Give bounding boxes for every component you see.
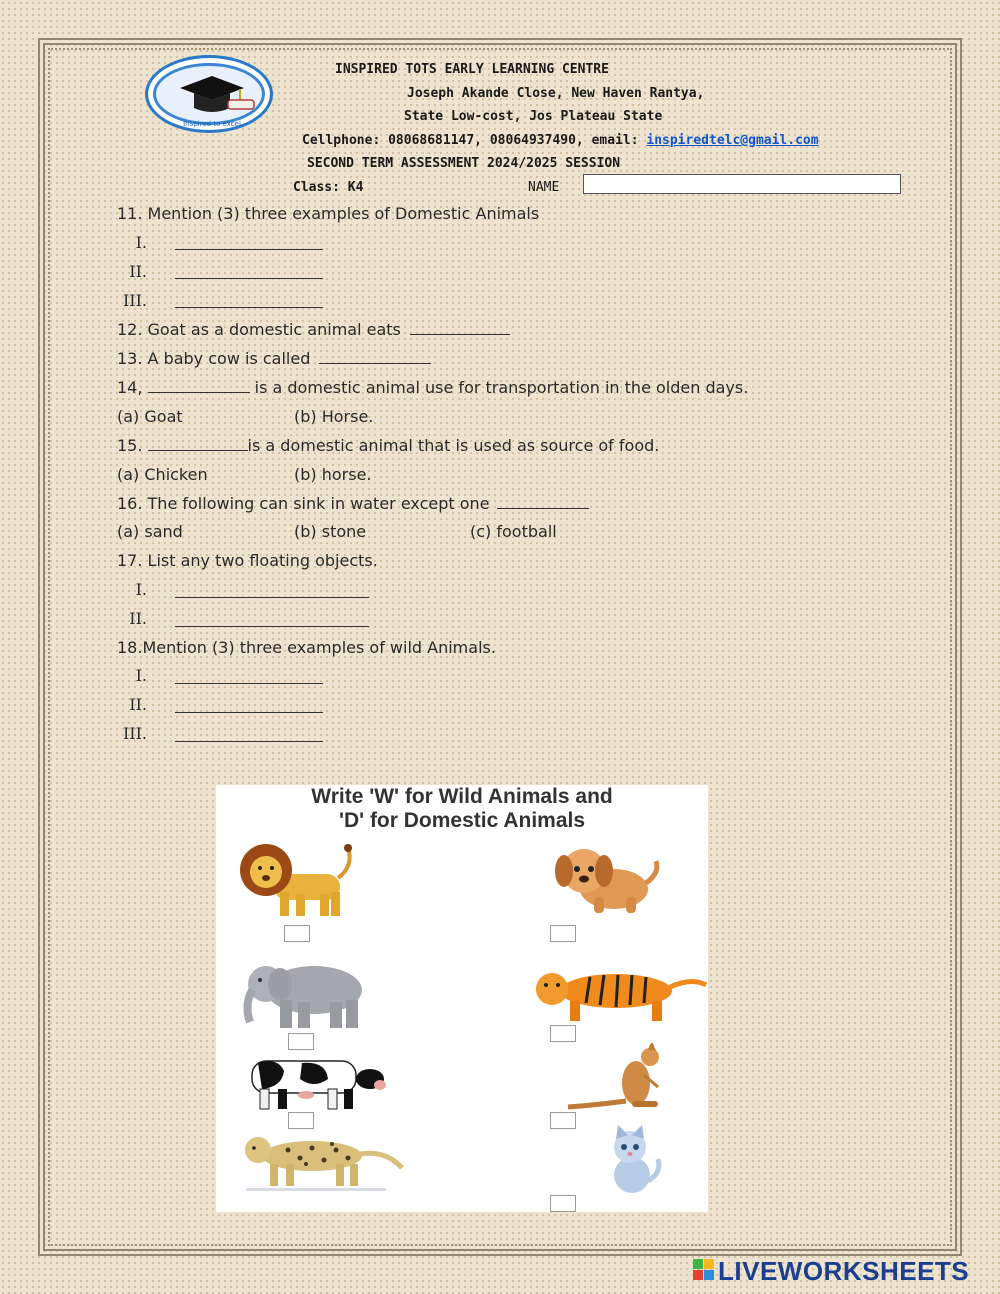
svg-text:Inspired to excel: Inspired to excel: [183, 120, 241, 128]
roman-i: I.: [135, 233, 147, 252]
address-line-1: Joseph Akande Close, New Haven Rantya,: [407, 86, 705, 101]
answer-blank-15[interactable]: [148, 437, 248, 451]
answer-line-17-1[interactable]: [175, 597, 369, 598]
elephant-answer-box[interactable]: [288, 1033, 314, 1050]
assessment-title: SECOND TERM ASSESSMENT 2024/2025 SESSION: [307, 156, 621, 171]
tiger-answer-box[interactable]: [550, 1025, 576, 1042]
q16-option-a: (a) sand: [117, 522, 183, 541]
question-16-text: 16. The following can sink in water except one: [117, 494, 490, 513]
roman-ii: II.: [129, 695, 147, 714]
answer-line-11-1[interactable]: [175, 249, 323, 250]
name-label: NAME: [528, 180, 560, 195]
answer-blank-12[interactable]: [410, 321, 510, 335]
lion-answer-box[interactable]: [284, 925, 310, 942]
question-17: 17. List any two floating objects.: [117, 551, 378, 570]
cat-image: [596, 1125, 666, 1197]
dog-answer-box[interactable]: [550, 925, 576, 942]
class-label: Class: K4: [293, 180, 364, 195]
roman-iii: III.: [122, 291, 147, 310]
roman-ii: II.: [129, 609, 147, 628]
elephant-image: [236, 960, 371, 1030]
cow-answer-box[interactable]: [288, 1112, 314, 1129]
answer-line-11-2[interactable]: [175, 278, 323, 279]
q16-option-b: (b) stone: [294, 522, 367, 541]
q15-option-a: (a) Chicken: [117, 465, 208, 484]
roman-iii: III.: [122, 724, 147, 743]
question-12: [117, 320, 510, 339]
question-14: [117, 378, 748, 397]
liveworksheets-brand[interactable]: LIVEWORKSHEETS: [718, 1256, 970, 1286]
q14-option-a: (a) Goat: [117, 407, 183, 426]
answer-blank-14[interactable]: [148, 379, 250, 393]
roman-i: I.: [135, 666, 147, 685]
activity-title-line-1: Write 'W' for Wild Animals and: [311, 785, 613, 808]
question-18: 18.Mention (3) three examples of wild Animals.: [117, 638, 496, 657]
leopard-image: [236, 1130, 406, 1192]
question-11: 11. Mention (3) three examples of Domestic Animals: [117, 204, 540, 223]
school-logo: [145, 55, 273, 133]
question-15-number: 15.: [117, 436, 143, 455]
question-16: [117, 494, 589, 513]
tiger-image: [530, 963, 708, 1023]
lion-image: [236, 840, 358, 920]
answer-line-18-2[interactable]: [175, 712, 323, 713]
question-13: [117, 349, 431, 368]
contact-prefix: Cellphone: 08068681147, 08064937490, email:: [302, 133, 647, 148]
answer-line-18-1[interactable]: [175, 683, 323, 684]
question-13-text: 13. A baby cow is called: [117, 349, 311, 368]
logo-motto: [148, 58, 276, 136]
kangaroo-image: [566, 1043, 676, 1113]
question-14-text: is a domestic animal use for transportation in the olden days.: [254, 378, 749, 397]
roman-i: I.: [135, 580, 147, 599]
liveworksheets-logo-icon: [693, 1259, 715, 1283]
cow-image: [238, 1053, 388, 1111]
question-14-number: 14,: [117, 378, 143, 397]
email-link[interactable]: inspiredtelc@gmail.com: [646, 133, 819, 148]
answer-line-11-3[interactable]: [175, 307, 323, 308]
question-12-text: 12. Goat as a domestic animal eats: [117, 320, 401, 339]
answer-blank-16[interactable]: [497, 495, 589, 509]
answer-line-18-3[interactable]: [175, 741, 323, 742]
dog-image: [534, 843, 664, 915]
q16-option-c: (c) football: [470, 522, 557, 541]
school-name: INSPIRED TOTS EARLY LEARNING CENTRE: [335, 62, 609, 77]
answer-blank-13[interactable]: [319, 350, 431, 364]
roman-ii: II.: [129, 262, 147, 281]
kangaroo-answer-box[interactable]: [550, 1112, 576, 1129]
q14-option-b: (b) Horse.: [294, 407, 374, 426]
contact-line: [302, 133, 819, 148]
question-15-text: is a domestic animal that is used as source of food.: [247, 436, 660, 455]
answer-line-17-2[interactable]: [175, 626, 369, 627]
name-input[interactable]: [583, 174, 901, 194]
question-15: [117, 436, 659, 455]
address-line-2: State Low-cost, Jos Plateau State: [404, 109, 663, 124]
animal-activity-panel: [216, 785, 708, 1212]
cat-answer-box[interactable]: [550, 1195, 576, 1212]
q15-option-b: (b) horse.: [294, 465, 372, 484]
activity-title-line-2: 'D' for Domestic Animals: [338, 809, 586, 832]
